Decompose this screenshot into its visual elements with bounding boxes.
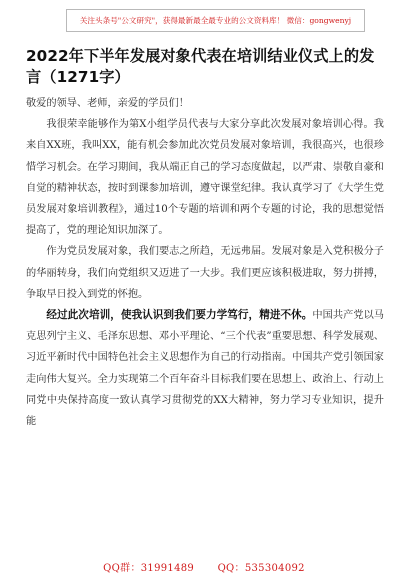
paragraph-2: 作为党员发展对象，我们要志之所趋，无远弗届。发展对象是入党积极分子的华丽转身，我们向党组织又迈进了一大步。我们更应该积极进取，努力拼搏，争取早日投入到党的怀抱。 bbox=[26, 246, 384, 300]
document-body bbox=[26, 93, 384, 432]
footer-qq: QQ：535304092 bbox=[217, 563, 305, 574]
paragraph-3-bold-lead: 经过此次培训，使我认识到我们要力学笃行，精进不休。 bbox=[46, 309, 313, 322]
paragraph-1: 我很荣幸能够作为第X小组学员代表与大家分享此次发展对象培训心得。我来自XX班，我叫XX，能有机会参加此次党员发展对象培训，我很高兴，也很珍惜学习机会。在学习期间，我从端正自己的学习态度做起，以严肃、崇敬自豪和自觉的精神状态，按时到课参加培训，遵守课堂纪律。我认真学习了《大学生党员发展对象培训教程》，通过10个专题的培训和两个专题的讨论，我的思想觉悟提高了，党的理论知识加深了。 bbox=[26, 119, 384, 237]
greeting: 敬爱的领导、老师，亲爱的学员们！ bbox=[26, 98, 189, 109]
paragraph-3-text: 中国共产党以马克思列宁主义、毛泽东思想、邓小平理论、“三个代表”重要思想、科学发展观、习近平新时代中国特色社会主义思想作为自己的行动指南。中国共产党引领国家走向伟大复兴。全力实现第二个百年奋斗目标我们要在思想上、政治上、行动上同党中央保持高度一致认真学习贯彻党的XX大精神，努力学习专业知识，提升能 bbox=[26, 310, 384, 428]
header-notice-box bbox=[66, 9, 365, 32]
header-notice: 关注头条号"公文研究"，获得最新最全最专业的公文资料库！ 微信：gongwenyj bbox=[79, 16, 352, 25]
paragraph-3 bbox=[26, 305, 384, 432]
footer-contact bbox=[0, 559, 408, 574]
footer-qq-group: QQ群：31991489 bbox=[103, 563, 195, 574]
document-title: 2022年下半年发展对象代表在培训结业仪式上的发言（1271字） bbox=[26, 47, 375, 86]
